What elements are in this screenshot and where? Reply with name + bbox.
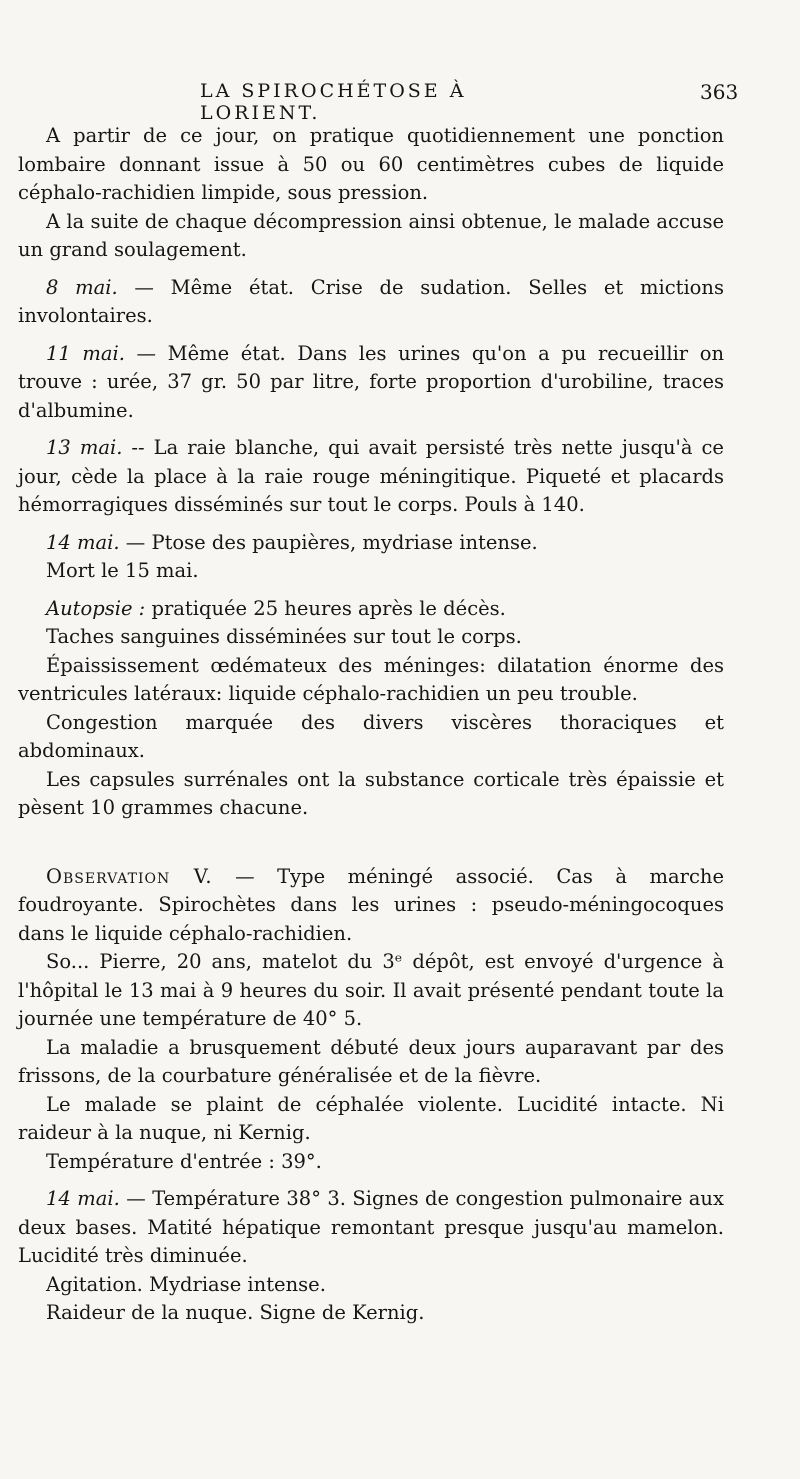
paragraph: 11 mai. — Même état. Dans les urines qu'on a pu recueillir on trouve : urée, 37 gr. 50 par litre, forte proportion d'urobiline, traces d'albumine. [18,341,724,422]
paragraph: Congestion marquée des divers viscères thoraciques et abdominaux. [18,710,724,762]
paragraph: Autopsie : pratiquée 25 heures après le décès. [46,596,506,620]
page-number: 363 [700,80,739,104]
paragraph: 8 mai. — Même état. Crise de sudation. Selles et mictions involontaires. [18,275,724,327]
paragraph: Épaississement œdémateux des méninges: dilatation énorme des ventricules latéraux: liquide céphalo-rachidien un peu trouble. [18,653,724,705]
paragraph: Taches sanguines disséminées sur tout le corps. [46,625,522,648]
paragraph: Raideur de la nuque. Signe de Kernig. [46,1301,425,1324]
paragraph: Le malade se plaint de céphalée violente. Lucidité intacte. Ni raideur à la nuque, ni Kernig. [18,1092,724,1144]
observation-label: Observation V. [46,864,213,888]
paragraph: La maladie a brusquement débuté deux jours auparavant par des frissons, de la courbature généralisée et de la fièvre. [18,1035,724,1087]
paragraph: Mort le 15 mai. [46,559,199,582]
paragraph: Agitation. Mydriase intense. [46,1272,326,1296]
paragraph: So... Pierre, 20 ans, matelot du 3ᵉ dépôt, est envoyé d'urgence à l'hôpital le 13 mai à 9 heures du soir. Il avait présenté pendant toute la journée une température de 40° 5. [18,950,724,1030]
paragraph: Température d'entrée : 39°. [46,1149,322,1173]
observation-heading: Observation V. — Type méningé associé. Cas à marche foudroyante. Spirochètes dans les urines : pseudo-méningocoques dans le liquide céphalo-rachidien. [18,864,724,945]
paragraph: 14 mai. — Température 38° 3. Signes de congestion pulmonaire aux deux bases. Matité hépatique remontant presque jusqu'au mamelon. Lucidité très diminuée. [18,1187,724,1267]
date-lead: 11 mai. [46,341,125,365]
date-lead: 14 mai. [46,1187,120,1210]
paragraph: 13 mai. -- La raie blanche, qui avait persisté très nette jusqu'à ce jour, cède la place à la raie rouge méningitique. Piqueté et placards hémorragiques disséminés sur tout le corps. Pouls à 140. [18,436,724,516]
paragraph: A la suite de chaque décompression ainsi obtenue, le malade accuse un grand soulagement. [18,209,724,261]
date-lead: 14 mai. [46,530,120,554]
paragraph: Les capsules surrénales ont la substance corticale très épaissie et pèsent 10 grammes chacune. [18,767,724,819]
running-title: LA SPIROCHÉTOSE À LORIENT. [200,80,467,124]
paragraph: A partir de ce jour, on pratique quotidiennement une ponction lombaire donnant issue à 50 ou 60 centimètres cubes de liquide céphalo-rachidien limpide, sous pression. [18,124,724,204]
body-text [18,122,724,1328]
autopsy-lead: Autopsie : [46,596,146,620]
date-lead: 13 mai. [46,436,123,459]
date-lead: 8 mai. [46,275,118,299]
paragraph: 14 mai. — Ptose des paupières, mydriase intense. [46,530,538,554]
